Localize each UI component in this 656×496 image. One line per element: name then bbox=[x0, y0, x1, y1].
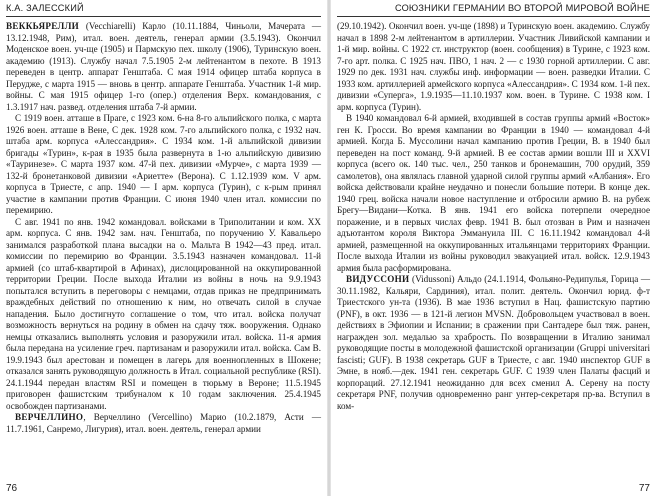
entry-paragraph: С авг. 1941 по янв. 1942 командовал. войсками в Триполитании и ком. XX арм. корпуса. С янв. 1942 зам. нач. Генштаба, по поручению У. Кавальеро занимался разработкой плана высадки на о. Мальта В 1942—43 пред. итал. комиссии по перемирию во Франции. 3.5.1943 назначен командовал. 11-й армией (со штаб-квартирой в Афинах), дислоцированной на оккупированной территории Греции. После выхода Италии из войны в ночь на 9.9.1943 попытался вступить в переговоры с немцами, отдав приказ не предпринимать враждебных действий по отношению к ним, но отвечать силой в случае нападения. Было достигнуто соглашение о том, что итал. войска получат возможность вернуться на родину в обмен на сдачу тяж. вооружения. Однако немцы отказались выполнять условия и разоружили итал. войска. 11-я армия была передана на усиление греч. партизанам и разоружили итал. войска. Сам В. 19.9.1943 был арестован и помещен в лагерь для военнопленных в Шокене; отказался занять руководящую должность в Итал. социальной республике (RSI). 24.1.1944 передан властям RSI и помещен в тюрьму в Вероне; 11.5.1945 приговорен фашистским трибуналом к 10 годам заключения. 25.4.1945 освобожден партизанами. bbox=[6, 216, 321, 411]
entry-paragraph: С 1919 воен. атташе в Праге, с 1923 ком. 6-на 8-го альпийского полка, с марта 1926 воен. атташе в Вене, С дек. 1928 ком. 7-го альпийского полка, с 1932 нач. штаба арм. корпуса «Алессандрия». С 1934 ком. 1-й альпийской дивизии бригады «Турин», к-рая в 1935 была развернута в 1-ю альпийскую дивизию «Тауринезе». С марта 1937 ком. 47-й пех. дивизии «Мурче», с марта 1939 — 132-й бронетанковой дивизии «Ариетте» (Верона). С 1.12.1939 ком. V арм. корпуса в Триесте, с апр. 1940 — I арм. корпуса (Турин), с к-рым принял участие в кампании против Франции. С июня 1940 член итал. комиссии по перемирию. bbox=[6, 113, 321, 215]
entry-paragraph bbox=[6, 412, 321, 435]
entry-text: (Vecchiarelli) Карло (10.11.1884, Чиньоли, Мачерата — 13.12.1948, Рим), итал. воен. деятель, генерал армии (3.5.1943). Окончил Моденское воен. уч-ще (1905) и Пармскую пех. школу (1906), Туринскую воен. академию (1913). Службу начал 7.5.1905 2-м лейтенантом в пехоте. В 1913 переведен в центр. аппарат Генштаба. С мая 1914 офицер штаба корпуса в Перудже, с марта 1915 — вновь в центр. аппарате Генштаба. Участник 1-й мир. войны. С мая 1915 офицер 1-го (опер.) отделения Верх. командования, с 1.3.1917 нач. развед. отделения штаба 7-й армии. bbox=[6, 21, 321, 112]
entry-text: (Vidussoni) Альдо (24.1.1914, Фольяно-Редипулья, Горица — 30.11.1982, Кальяри, Сардиния), итал. полит. деятель. Окончил юрид. ф-т Триестского ун-та (1936). В мае 1936 вступил в Нац. фашистскую партию (PNF), в окт. 1936 — в 121-й легион MVSN. Добровольцем участвовал в воен. действиях в Эфиопии и Испании; в сражении при Сантадере был тяж. ранен, награжден зол. медалью за храбрость. По возвращении в Италию занимал руководящие посты в молодежной фашистской организации (Gruppi universitari fascisti; GUF). В 1938 секретарь GUF в Триесте, с авг. 1940 инспектор GUF в Эмне, в нояб.—дек. 1941 ген. секретарь GUF. С 1939 член Палаты фасций и корпораций. 27.12.1941 неожиданно для всех сменил А. Серену на посту секретаря PNF, получив одновременно ранг унтер-секретаря пр-ва. Вступил в ком- bbox=[337, 274, 650, 411]
entry-headword: ВЕРЧЕЛЛИНО bbox=[15, 412, 84, 422]
entry-text: , Верчеллино (Vercellino) Марио (10.2.1879, Асти — 11.7.1961, Санремо, Лигурия), итал. воен. деятель, генерал армии bbox=[6, 412, 321, 434]
entry-headword: ВИДУССОНИ bbox=[346, 274, 410, 284]
entry-paragraph: В 1940 командовал 6-й армией, входившей в состав группы армий «Восток» ген К. Гросси. Во время кампании во Франции в 1940 — командовал 4-й армией. Когда Б. Муссолини начал кампанию против Греции, В. в 1940 был переведен на пост команд. 9-й армией. В ее состав армии вошли III и XXVI корпуса (всего ок. 140 тыс. чел., 250 танков и бронемашин, 700 орудий, 359 самолетов), она являлась главной ударной силой группы армий «Албания». Его войска действовали крайне неудачно и понесли большие потери. В конце дек. 1940 грец. войска начали новое наступление и отбросили армию В. на рубеж Брегу—Видани—Котка. В янв. 1941 его войска потерпели очередное поражение, и в первых числах февр. 1941 В. был отозван в Рим и назначен адъютантом короля Виктора Эммануила III. С 16.11.1942 командовал 4-й армией, размещенной на оккупированных итальянцами территориях Франции. После выхода Италии из войны руководил эвакуацией итал. войск. 12.9.1943 армия была расформирована. bbox=[337, 113, 650, 273]
entry-paragraph: (29.10.1942). Окончил воен. уч-ще (1898) и Туринскую воен. академию. Службу начал в 1898 2-м лейтенантом в артиллерии. Участник Ливийской кампании и 1-й мир. войны. С 1922 ст. инструктор (воен. сообщения) в Турине, с 1923 ком. 7-го арт. полка. С 1925 нач. ПВО, 1 нач. 2 — с 1930 горной артиллерии. С авг. 1929 по дек. 1931 нач. службы инф. информации — воен. разведки Италии. С 1933 ком. артиллерией армейского корпуса «Алессандрия». С 1934 ком. 1-й пех. дивизии «Суперга», 1.9.1935—11.10.1937 ком. воен. в Турине. С 1938 ком. I арм. корпуса (Турин). bbox=[337, 21, 650, 112]
left-page-body bbox=[6, 21, 321, 435]
entry-headword: ВЕККЬЯРЕЛЛИ bbox=[6, 21, 80, 31]
left-page-number: 76 bbox=[6, 483, 18, 494]
entry-paragraph bbox=[337, 274, 650, 412]
right-page-body bbox=[337, 21, 650, 412]
right-running-header: СОЮЗНИКИ ГЕРМАНИИ ВО ВТОРОЙ МИРОВОЙ ВОЙНЕ bbox=[337, 0, 650, 17]
right-page bbox=[331, 0, 656, 496]
entry-paragraph bbox=[6, 21, 321, 113]
right-page-number: 77 bbox=[638, 483, 650, 494]
left-page bbox=[0, 0, 327, 496]
left-running-header: К.А. ЗАЛЕССКИЙ bbox=[6, 0, 321, 17]
